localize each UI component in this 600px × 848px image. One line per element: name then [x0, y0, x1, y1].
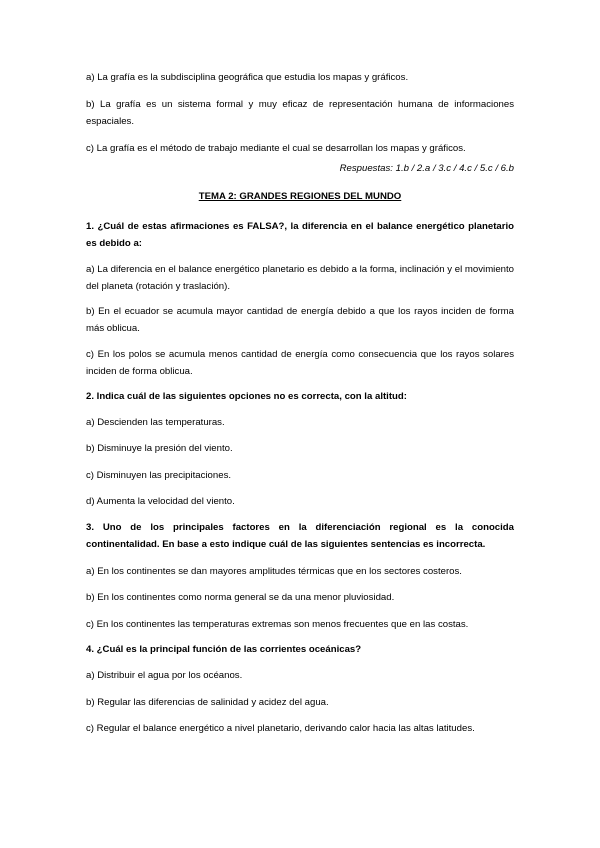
- question-2: 2. Indica cuál de las siguientes opciones no es correcta, con la altitud:: [86, 391, 407, 402]
- question-3-option-c: c) En los continentes las temperaturas extremas son menos frecuentes que en las costas.: [86, 619, 469, 630]
- prev-option-c: c) La grafía es el método de trabajo mediante el cual se desarrollan los mapas y gráficos.: [86, 143, 466, 154]
- question-1-option-a: a) La diferencia en el balance energético planetario es debido a la forma, inclinación y el movimiento del planeta (rotación y traslación).: [86, 264, 514, 292]
- question-2-option-a: a) Descienden las temperaturas.: [86, 417, 225, 428]
- question-4-option-b: b) Regular las diferencias de salinidad y acidez del agua.: [86, 697, 329, 708]
- question-3-option-a: a) En los continentes se dan mayores amplitudes térmicas que en los sectores costeros.: [86, 566, 462, 577]
- question-2-option-c: c) Disminuyen las precipitaciones.: [86, 470, 232, 481]
- question-1-option-c: c) En los polos se acumula menos cantidad de energía como consecuencia que los rayos solares inciden de forma oblicua.: [86, 349, 514, 377]
- prev-option-a: a) La grafía es la subdisciplina geográfica que estudia los mapas y gráficos.: [86, 72, 409, 83]
- answer-key: Respuestas: 1.b / 2.a / 3.c / 4.c / 5.c / 6.b: [339, 163, 514, 174]
- question-4: 4. ¿Cuál es la principal función de las corrientes oceánicas?: [86, 644, 362, 655]
- section-title: TEMA 2: GRANDES REGIONES DEL MUNDO: [198, 191, 402, 202]
- question-3-option-b: b) En los continentes como norma general se da una menor pluviosidad.: [86, 592, 395, 603]
- question-4-option-c: c) Regular el balance energético a nivel planetario, derivando calor hacia las altas latitudes.: [86, 723, 475, 734]
- question-4-option-a: a) Distribuir el agua por los océanos.: [86, 670, 243, 681]
- prev-option-b: b) La grafía es un sistema formal y muy eficaz de representación humana de informaciones espaciales.: [86, 99, 514, 127]
- question-3: 3. Uno de los principales factores en la diferenciación regional es la conocida continentalidad. En base a esto indique cuál de las siguientes sentencias es incorrecta.: [86, 522, 514, 550]
- question-1-option-b: b) En el ecuador se acumula mayor cantidad de energía debido a que los rayos inciden de forma más oblicua.: [86, 306, 514, 334]
- question-2-option-d: d) Aumenta la velocidad del viento.: [86, 496, 235, 507]
- question-2-option-b: b) Disminuye la presión del viento.: [86, 443, 233, 454]
- question-1: 1. ¿Cuál de estas afirmaciones es FALSA?, la diferencia en el balance energético planetario es debido a:: [86, 221, 514, 249]
